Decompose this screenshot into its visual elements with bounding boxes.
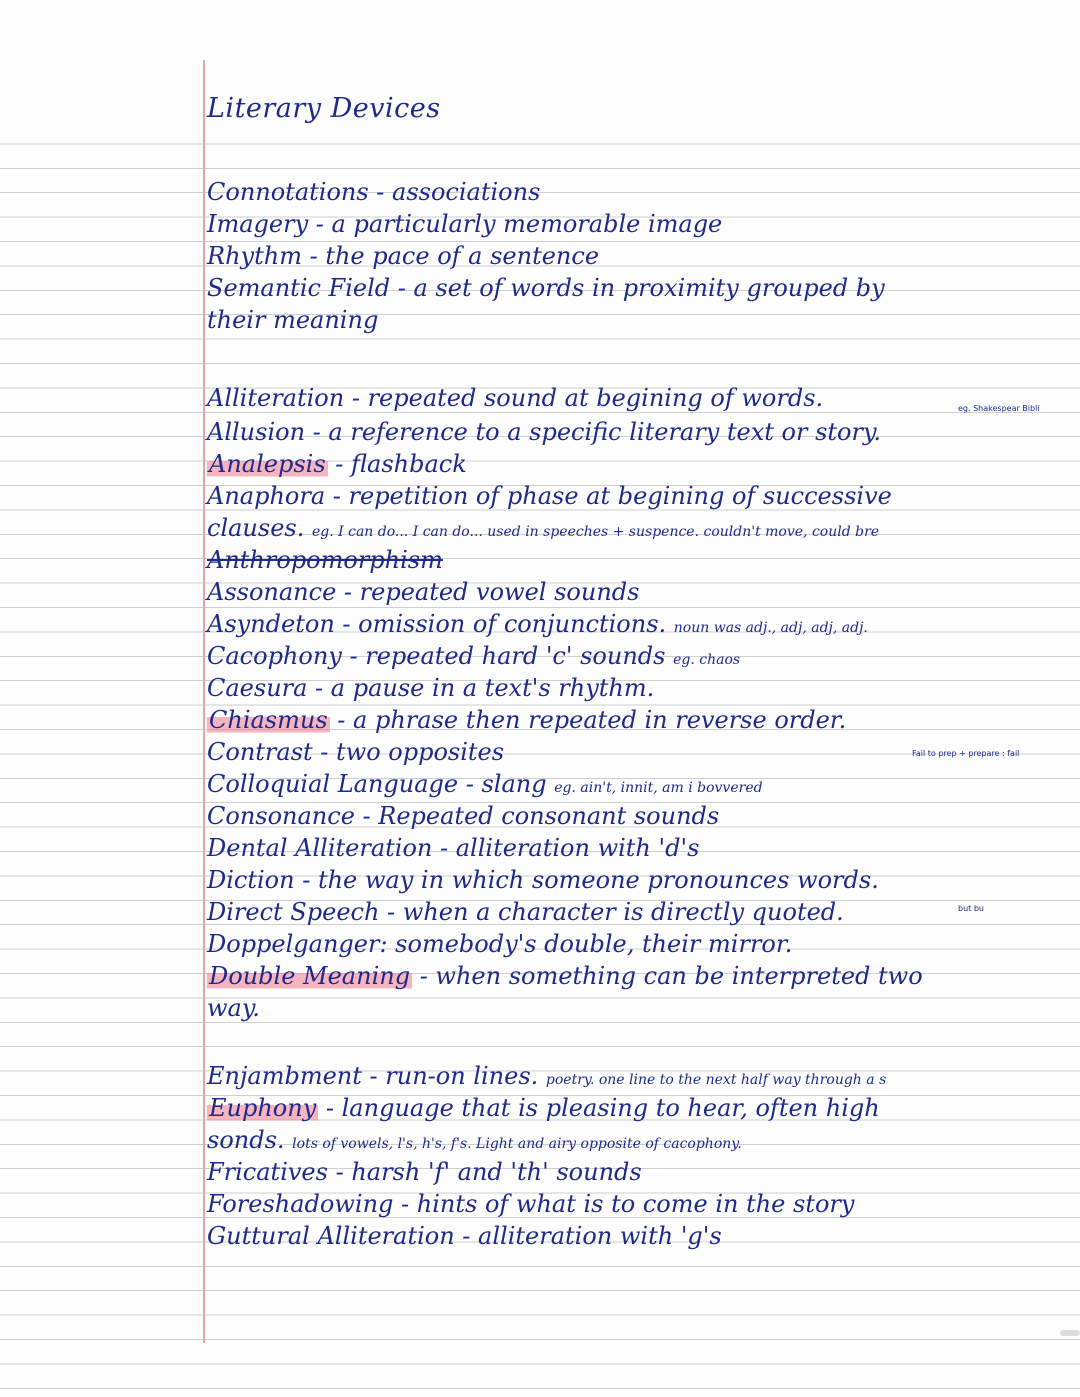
highlighted-term: Chiasmus: [209, 706, 328, 734]
note-text: Asyndeton - omission of conjunctions.: [207, 610, 674, 638]
note-line: [207, 932, 792, 956]
note-line: [207, 900, 844, 924]
margin-line: [203, 60, 205, 1343]
note-text: Rhythm - the pace of a sentence: [207, 242, 600, 270]
note-text: Assonance - repeated vowel sounds: [207, 578, 640, 606]
highlighted-term: Euphony: [209, 1094, 317, 1122]
note-line: [207, 1096, 880, 1120]
note-text: - a phrase then repeated in reverse order.: [329, 706, 847, 734]
page-title: Literary Devices: [207, 93, 441, 124]
note-line: [207, 276, 885, 300]
note-line: [207, 740, 504, 764]
note-text: Colloquial Language - slang: [207, 770, 555, 798]
note-text: Diction - the way in which someone pronounces words.: [207, 866, 879, 894]
note-text: - when something can be interpreted two: [412, 962, 923, 990]
note-line: [207, 1192, 854, 1216]
note-line: [207, 644, 740, 668]
note-line: [207, 1128, 742, 1152]
note-text: Consonance - Repeated consonant sounds: [207, 802, 720, 830]
note-line: [207, 386, 823, 410]
note-text: their meaning: [207, 306, 379, 334]
note-text: Direct Speech - when a character is directly quoted.: [207, 898, 844, 926]
note-line: [207, 420, 881, 444]
note-text: Doppelganger: somebody's double, their mirror.: [207, 930, 793, 958]
note-line: [207, 180, 540, 204]
note-text: - language that is pleasing to hear, often high: [318, 1094, 880, 1122]
note-line: [207, 676, 654, 700]
note-line: [207, 244, 599, 268]
note-annotation: eg. I can do... I can do... used in speeches + suspence. couldn't move, could bre: [311, 524, 880, 540]
note-line: [207, 708, 846, 732]
note-line: [207, 1224, 722, 1248]
note-line: [207, 484, 892, 508]
note-annotation: lots of vowels, l's, h's, f's. Light and airy opposite of cacophony.: [292, 1136, 742, 1152]
note-line: [207, 996, 260, 1020]
note-line: [207, 836, 699, 860]
note-line: [207, 452, 467, 476]
margin-note-diction: but bu: [958, 904, 984, 913]
note-line: [207, 308, 378, 332]
note-text: Fricatives - harsh 'f' and 'th' sounds: [207, 1158, 642, 1186]
note-line: [207, 612, 868, 636]
note-line: [207, 516, 879, 540]
note-line: [207, 772, 763, 796]
highlighted-term: Double Meaning: [209, 962, 411, 990]
note-annotation: poetry. one line to the next half way through a s: [545, 1072, 887, 1088]
note-text: Dental Alliteration - alliteration with 'd's: [207, 834, 700, 862]
note-line: [207, 1064, 886, 1088]
margin-note-allusion: eg. Shakespear Bibli: [958, 404, 1040, 413]
note-text: way.: [207, 994, 260, 1022]
note-line: [207, 548, 443, 572]
note-annotation: eg. chaos: [673, 652, 741, 668]
note-text: Semantic Field - a set of words in proximity grouped by: [207, 274, 885, 302]
note-line: [207, 580, 639, 604]
page-shadow: [1060, 1330, 1080, 1336]
note-text: Contrast - two opposites: [207, 738, 505, 766]
note-text: Alliteration - repeated sound at begining of words.: [207, 384, 824, 412]
note-text: sonds.: [207, 1126, 293, 1154]
highlighted-term: Analepsis: [209, 450, 326, 478]
note-line: [207, 868, 879, 892]
note-text: Imagery - a particularly memorable image: [207, 210, 723, 238]
margin-note-chiasmus: Fail to prep + prepare : fail: [912, 749, 1020, 758]
note-text: Caesura - a pause in a text's rhythm.: [207, 674, 655, 702]
note-text: Connotations - associations: [207, 178, 541, 206]
note-text: Cacophony - repeated hard 'c' sounds: [207, 642, 674, 670]
note-line: [207, 964, 923, 988]
note-text: Anaphora - repetition of phase at begining of successive: [207, 482, 892, 510]
note-line: [207, 212, 722, 236]
note-line: [207, 804, 719, 828]
note-annotation: noun was adj., adj, adj, adj.: [673, 620, 868, 636]
note-text: clauses.: [207, 514, 312, 542]
note-text: - flashback: [327, 450, 467, 478]
note-text: Allusion - a reference to a specific literary text or story.: [207, 418, 881, 446]
note-line: [207, 1160, 642, 1184]
note-text: Guttural Alliteration - alliteration with 'g's: [207, 1222, 722, 1250]
note-annotation: eg. ain't, innit, am i bovvered: [554, 780, 763, 796]
note-text: Foreshadowing - hints of what is to come in the story: [207, 1190, 855, 1218]
note-text: Enjambment - run-on lines.: [207, 1062, 546, 1090]
note-text: Anthropomorphism: [207, 546, 443, 574]
